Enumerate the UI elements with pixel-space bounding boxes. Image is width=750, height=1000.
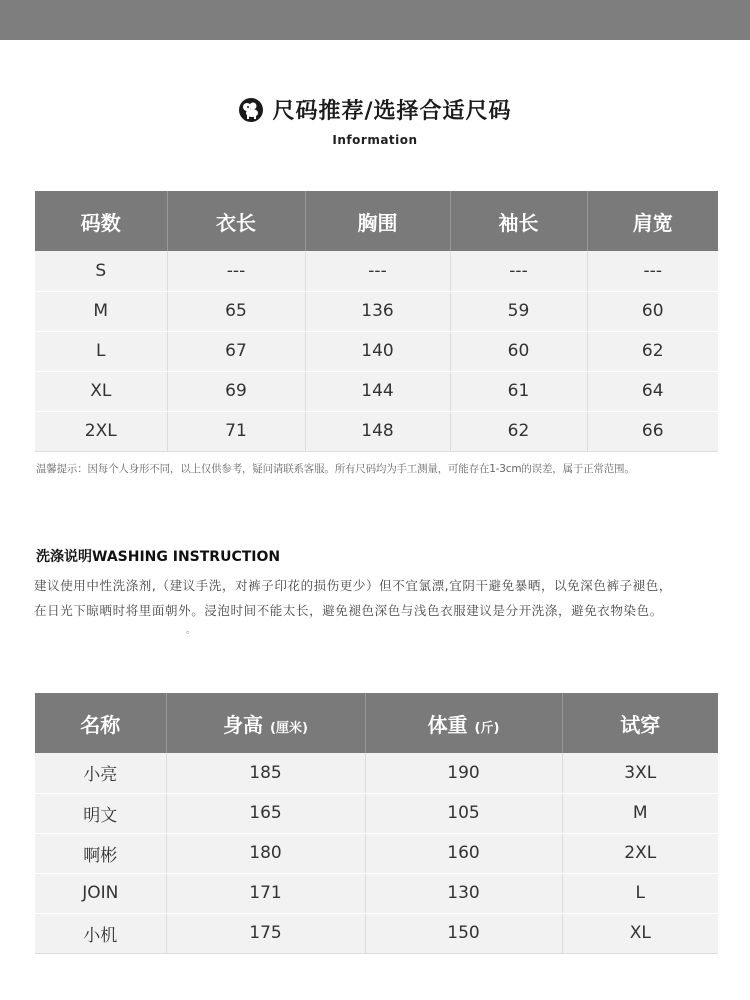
model-fit-table [35, 693, 718, 954]
size-disclaimer-note: 温馨提示：因每个人身形不同，以上仅供参考，疑问请联系客服。所有尺码均为手工测量，可能存在1-3cm的误差，属于正常范围。 [36, 463, 635, 475]
column-header-height [166, 693, 365, 753]
page-title [238, 94, 511, 125]
table-cell: 150 [365, 913, 562, 953]
table-cell: --- [450, 251, 587, 291]
table-cell: 2XL [35, 411, 167, 451]
table-row [35, 331, 718, 371]
table-cell: M [35, 291, 167, 331]
table-row [35, 251, 718, 291]
table-cell: 140 [305, 331, 450, 371]
table-cell: XL [562, 913, 718, 953]
size-chart-table [35, 191, 718, 452]
table-row [35, 873, 718, 913]
table-row [35, 411, 718, 451]
table-cell: --- [305, 251, 450, 291]
table-row [35, 913, 718, 953]
table-cell: 60 [450, 331, 587, 371]
washing-instruction-line: 建议使用中性洗涤剂,（建议手洗，对裤子印花的损伤更少）但不宜氯漂,宜阴干避免暴晒，以免深色裤子褪色， [34, 578, 672, 593]
table-cell: 105 [365, 793, 562, 833]
size-table-header-row [35, 191, 718, 251]
table-cell: 明文 [35, 793, 166, 833]
table-row [35, 833, 718, 873]
table-cell: 60 [587, 291, 718, 331]
height-unit-label: (厘米) [270, 720, 308, 736]
table-cell: S [35, 251, 167, 291]
table-cell: 136 [305, 291, 450, 331]
table-cell: M [562, 793, 718, 833]
table-cell: 180 [166, 833, 365, 873]
washing-trailing-mark: 。 [186, 625, 196, 636]
table-cell: 啊彬 [35, 833, 166, 873]
column-header-tried-size: 试穿 [562, 693, 718, 753]
table-cell: 130 [365, 873, 562, 913]
table-cell: --- [167, 251, 305, 291]
table-cell: 144 [305, 371, 450, 411]
table-cell: 62 [587, 331, 718, 371]
table-cell: 175 [166, 913, 365, 953]
washing-instruction-line: 在日光下晾晒时将里面朝外。浸泡时间不能太长，避免褪色深色与浅色衣服建议是分开洗涤，避免衣物染色。 [34, 603, 663, 618]
weight-unit-label: (斤) [474, 720, 500, 736]
table-cell: 71 [167, 411, 305, 451]
table-cell: L [35, 331, 167, 371]
column-header-sleeve: 袖长 [450, 191, 587, 251]
table-cell: 165 [166, 793, 365, 833]
table-cell: 62 [450, 411, 587, 451]
table-cell: 66 [587, 411, 718, 451]
table-cell: 3XL [562, 753, 718, 793]
table-cell: XL [35, 371, 167, 411]
table-row [35, 793, 718, 833]
table-cell: 171 [166, 873, 365, 913]
top-banner-bar [0, 0, 750, 40]
page-header [0, 94, 750, 127]
table-row [35, 371, 718, 411]
page-title-text: 尺码推荐/选择合适尺码 [272, 99, 512, 124]
table-cell: 64 [587, 371, 718, 411]
table-cell: 65 [167, 291, 305, 331]
table-cell: 148 [305, 411, 450, 451]
column-header-length: 衣长 [167, 191, 305, 251]
column-header-weight [365, 693, 562, 753]
poodle-dog-icon [238, 97, 264, 123]
table-cell: --- [587, 251, 718, 291]
page-subtitle: Information [332, 133, 418, 147]
height-header-label: 身高 [223, 712, 264, 737]
table-cell: 59 [450, 291, 587, 331]
table-cell: 小机 [35, 913, 166, 953]
table-cell: 小亮 [35, 753, 166, 793]
table-cell: JOIN [35, 873, 166, 913]
column-header-shoulder: 肩宽 [587, 191, 718, 251]
table-cell: 185 [166, 753, 365, 793]
weight-header-label: 体重 [427, 712, 468, 737]
table-cell: 61 [450, 371, 587, 411]
column-header-size: 码数 [35, 191, 167, 251]
table-cell: 67 [167, 331, 305, 371]
column-header-chest: 胸围 [305, 191, 450, 251]
table-row [35, 291, 718, 331]
table-cell: 160 [365, 833, 562, 873]
table-cell: 190 [365, 753, 562, 793]
washing-section-title: 洗涤说明WASHING INSTRUCTION [36, 549, 281, 565]
table-cell: 2XL [562, 833, 718, 873]
table-row [35, 753, 718, 793]
table-cell: L [562, 873, 718, 913]
fit-table-header-row [35, 693, 718, 753]
table-cell: 69 [167, 371, 305, 411]
column-header-name: 名称 [35, 693, 166, 753]
